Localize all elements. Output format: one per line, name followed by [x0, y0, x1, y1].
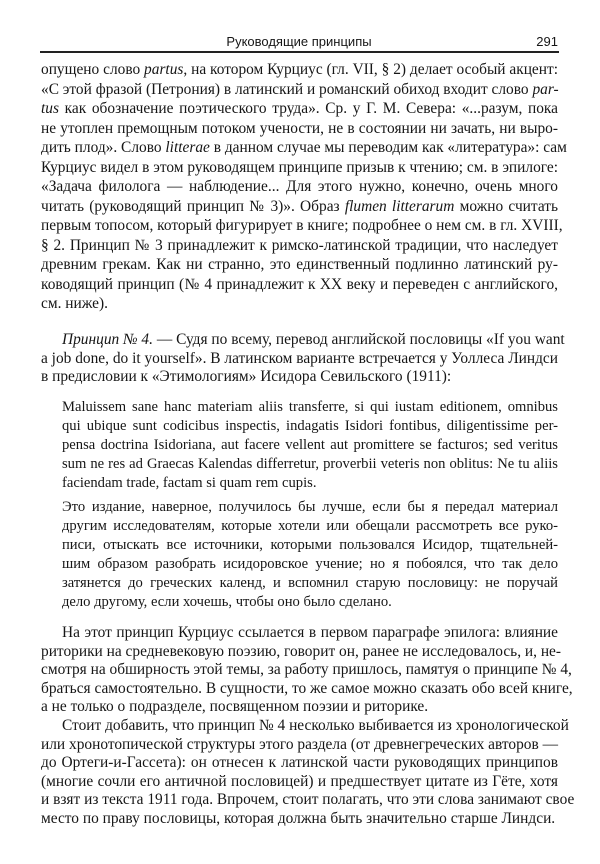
- text-segment: Это издание, наверное, получилось бы лучше, если бы я передал материал: [62, 499, 558, 515]
- text-line: [41, 158, 558, 178]
- text-segment: pensa doctrina Isidoriana, aut facere vellent aut promittere se facturos; sed veritus: [62, 437, 558, 453]
- quotation-translation: [62, 498, 558, 612]
- text-segment: Курциус видел в этом руководящем принципе призыв к чтению; см. в эпилоге:: [41, 158, 558, 176]
- text-segment: — Судя по всему, перевод английской пословицы «If you want: [152, 331, 565, 348]
- latin-quotation: [62, 398, 558, 493]
- text-segment: Стоит добавить, что принцип № 4 несколько выбивается из хронологической: [62, 716, 569, 734]
- italic-text: par-: [532, 80, 559, 98]
- text-line: [62, 498, 558, 517]
- text-line: [62, 517, 558, 536]
- text-segment: а не только о подразделе, посвященном поэзии и риторике.: [41, 698, 429, 716]
- italic-text: tus: [41, 100, 59, 117]
- text-segment: На этот принцип Курциус ссылается в первом параграфе эпилога: влияние: [62, 624, 558, 641]
- text-segment: Maluissem sane hanc materiam aliis transferre, si qui iustam editionem, omnibus: [62, 399, 558, 415]
- text-segment: sum ne res ad Graecas Kalendas differretur, proverbii veteris non oblitus: Ne tu aliis: [62, 456, 558, 472]
- text-segment: до Ортеги-и-Гассета): он отнесен к латинской части руководящих принципов: [41, 754, 558, 772]
- text-line: [41, 255, 558, 275]
- text-line: [62, 436, 558, 455]
- text-line: [41, 275, 558, 295]
- text-segment: , на котором Курциус (гл. VII, § 2) делает особый акцент:: [183, 61, 558, 78]
- text-line: [41, 624, 558, 643]
- text-line: [41, 773, 558, 792]
- text-line: [41, 679, 573, 699]
- text-segment: дело другому, если хочешь, чтобы оно было сделано.: [62, 594, 392, 610]
- text-line: [41, 197, 558, 217]
- text-line: [41, 60, 558, 80]
- text-segment: опущено слово: [41, 61, 145, 78]
- text-segment: в данном случае мы переводим как «литература»: сам: [209, 139, 567, 156]
- text-line: [41, 138, 567, 158]
- paragraph-principle-4: [41, 331, 565, 387]
- paragraph-commentary: [41, 624, 575, 829]
- text-line: [62, 555, 558, 574]
- italic-text: flumen litterarum: [344, 197, 455, 215]
- text-segment: браться самостоятельно. В сущности, то же самое можно сказать обо всей книге,: [41, 679, 573, 697]
- italic-text: partus: [144, 61, 184, 78]
- text-segment: риторики на средневековую поэзию, говорит он, ранее не исследовалось, и, не-: [41, 642, 562, 660]
- text-line: [41, 698, 558, 717]
- text-line: [62, 398, 558, 417]
- text-line: [62, 417, 558, 436]
- text-line: [62, 474, 558, 493]
- running-header: [40, 33, 558, 51]
- text-segment: § 2. Принцип № 3 принадлежит к римско-латинской традиции, что наследует: [41, 236, 558, 254]
- text-line: [41, 236, 558, 256]
- text-line: [41, 754, 558, 773]
- text-segment: или хронотопической структуры этого раздела (от древнегреческих авторов —: [41, 735, 558, 753]
- text-line: [41, 368, 558, 387]
- text-segment: место по праву пословицы, которая должна быть значительно старше Линдси.: [41, 809, 556, 827]
- text-line: [41, 80, 558, 100]
- text-segment: как обозначение поэтического труда». Ср. у Г. М. Севера: «...разум, пока: [58, 100, 558, 117]
- text-line: [41, 642, 562, 662]
- text-line: [62, 455, 558, 474]
- italic-text: Принцип № 4.: [62, 331, 153, 348]
- text-line: [41, 350, 558, 369]
- text-line: [41, 716, 569, 736]
- text-segment: см. ниже).: [41, 295, 108, 312]
- text-segment: шим образом разобрать исидоровское учение; но я побоялся, что так дело: [62, 556, 558, 572]
- text-segment: можно считать: [454, 197, 559, 215]
- text-line: [41, 736, 558, 755]
- text-segment: другим исследователям, которые хотели или обещали рассмотреть все руко-: [62, 518, 558, 534]
- text-line: [41, 331, 565, 350]
- text-segment: faciendam trade, factam si quam rem cupis.: [62, 475, 317, 491]
- text-line: [41, 661, 572, 680]
- text-line: [41, 791, 575, 810]
- italic-text: litterae: [165, 139, 210, 156]
- page-number: 291: [536, 34, 558, 49]
- text-line: [62, 593, 558, 612]
- header-rule: [40, 51, 559, 53]
- text-segment: читать (руководящий принцип № 3)». Образ: [41, 197, 345, 215]
- text-line: [62, 536, 558, 555]
- text-segment: затянется до греческих календ, и вспомнил старую пословицу: не поручай: [62, 575, 558, 591]
- text-line: [62, 574, 558, 593]
- text-segment: первым топосом, который фигурирует в книге; подробнее о нем см. в гл. XVIII,: [41, 217, 563, 234]
- text-segment: смотря на обширность этой темы, за работу пришлось, памятуя о принципе № 4,: [41, 661, 572, 679]
- paragraph-footnote-continuation: [41, 60, 567, 314]
- text-line: [41, 119, 558, 139]
- text-line: [41, 810, 558, 829]
- text-segment: дить плод». Слово: [41, 139, 166, 156]
- text-segment: в предисловии к «Этимологиям» Исидора Севильского (1911):: [41, 368, 452, 386]
- text-line: [41, 99, 558, 119]
- text-segment: ководящий принцип (№ 4 принадлежит к XX веку и переведен с английского,: [41, 275, 558, 293]
- text-segment: qui ubique sunt codicibus inspectis, indagatis Isidori fontibus, diligentissime per-: [62, 418, 558, 434]
- text-segment: «С этой фразой (Петрония) в латинский и романский обиход входит слово: [41, 80, 533, 98]
- text-segment: «Задача филолога — наблюдение... Для этого нужно, конечно, очень много: [41, 178, 558, 195]
- text-segment: писи, отыскать все источники, которыми пользовался Исидор, тщательней-: [62, 537, 558, 553]
- text-segment: не утоплен премощным потоком учености, не в состоянии ни зачать, ни выро-: [41, 119, 558, 137]
- text-segment: и взят из текста 1911 года. Впрочем, стоит полагать, что эти слова занимают свое: [41, 791, 575, 809]
- text-line: [41, 216, 563, 236]
- text-line: [41, 294, 558, 314]
- text-line: [41, 177, 558, 197]
- text-segment: a job done, do it yourself». В латинском варианте встречается у Уоллеса Линдси: [41, 349, 558, 367]
- running-title: Руководящие принципы: [226, 34, 372, 49]
- text-segment: (многие сочли его античной пословицей) и предшествует цитате из Гёте, хотя: [41, 772, 558, 790]
- text-segment: древним грекам. Как ни странно, это единственный подлинно латинский ру-: [41, 256, 558, 273]
